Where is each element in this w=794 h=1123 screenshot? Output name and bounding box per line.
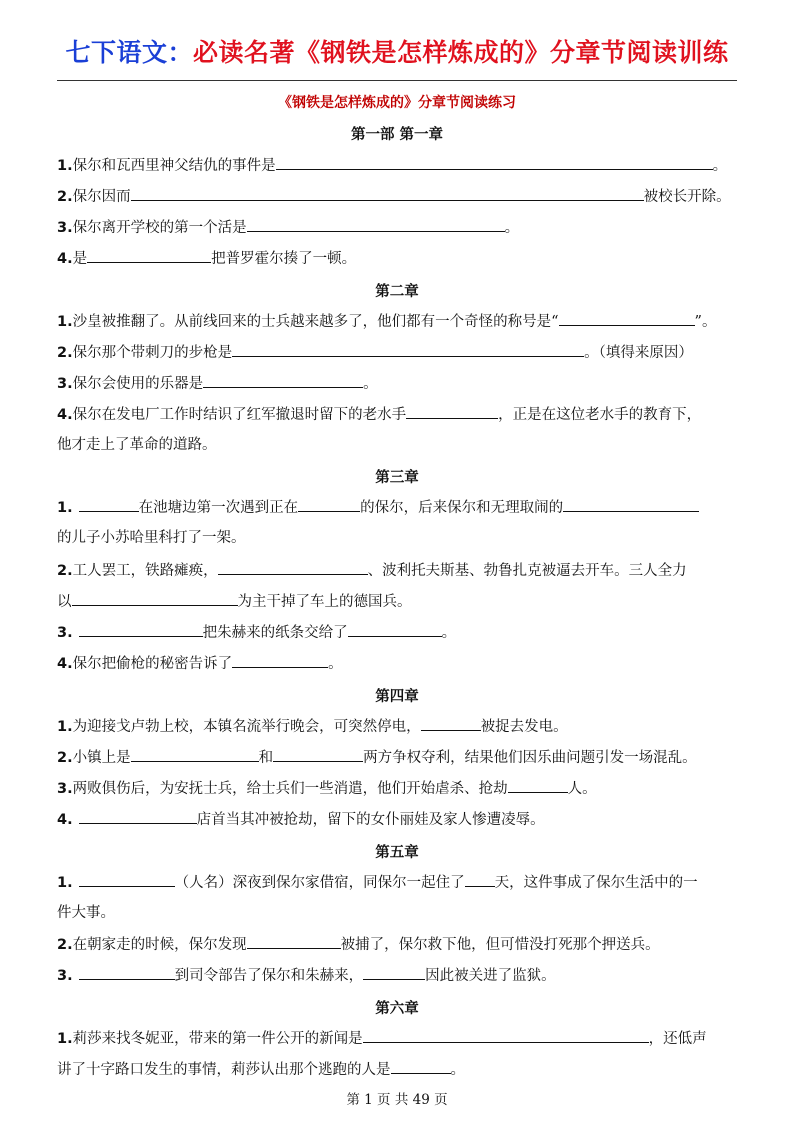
question-c5q1-continued: 件大事。: [57, 905, 115, 921]
answer-blank[interactable]: [232, 342, 584, 357]
question-c6q1-continued: [57, 1059, 747, 1080]
section-heading-ch4: 第四章: [375, 688, 419, 705]
answer-blank[interactable]: [421, 716, 481, 731]
question-text: 。: [450, 1062, 465, 1078]
answer-blank[interactable]: [348, 622, 442, 637]
question-c1q2: [57, 186, 747, 207]
answer-blank[interactable]: [363, 965, 425, 980]
question-c1q4: [57, 248, 747, 269]
answer-blank[interactable]: [391, 1059, 451, 1074]
answer-blank[interactable]: [79, 965, 175, 980]
question-c5q3: [57, 965, 747, 986]
question-number: 4.: [57, 407, 73, 423]
question-c2q4-continued: 他才走上了革命的道路。: [57, 437, 217, 453]
question-number: 2.: [57, 937, 73, 953]
answer-blank[interactable]: [79, 872, 175, 887]
question-c3q1-continued: 的儿子小苏哈里科打了一架。: [57, 530, 246, 546]
answer-blank[interactable]: [465, 872, 495, 887]
question-text: 。: [441, 625, 457, 641]
question-text: 到司令部告了保尔和朱赫来，: [174, 968, 364, 984]
question-c1q3: [57, 217, 747, 238]
question-text: 小镇上是: [72, 750, 131, 766]
question-number: 1.: [57, 719, 73, 735]
question-text: （人名）深夜到保尔家借宿，同保尔一起住了: [174, 875, 465, 891]
question-text: 莉莎来找冬妮亚，带来的第一件公开的新闻是: [72, 1031, 363, 1047]
question-text: 是: [72, 251, 88, 267]
question-number: 2.: [57, 563, 73, 579]
question-text: 两败俱伤后，为安抚士兵，给士兵们一些消遣，他们开始虐杀、抢劫: [72, 781, 508, 797]
answer-blank[interactable]: [247, 934, 341, 949]
question-text: 被捉去发电。: [480, 719, 568, 735]
answer-blank[interactable]: [131, 186, 644, 201]
question-text: 。: [504, 220, 520, 236]
question-number: 1.: [57, 500, 73, 516]
question-c6q1: [57, 1028, 747, 1049]
title-divider: [57, 80, 737, 81]
question-text: ，还低声: [648, 1031, 707, 1047]
answer-blank[interactable]: [559, 311, 695, 326]
question-text: 因此被关进了监狱。: [425, 968, 556, 984]
question-text: 、波利托夫斯基、勃鲁扎克被逼去开车。三人全力: [367, 563, 687, 579]
question-c2q3: [57, 373, 747, 394]
section-heading-ch1: 第一部 第一章: [350, 126, 444, 143]
question-c2q4: [57, 404, 747, 425]
answer-blank[interactable]: [79, 497, 139, 512]
question-c4q4: [57, 809, 747, 830]
title-main: 必读名著《钢铁是怎样炼成的》分章节阅读训练: [193, 38, 729, 67]
question-text: 工人罢工，铁路瘫痪，: [72, 563, 218, 579]
question-text: 为主干掉了车上的德国兵。: [237, 594, 412, 610]
question-number: 2.: [57, 189, 73, 205]
question-text: 保尔把偷枪的秘密告诉了: [72, 656, 233, 672]
question-text: 天，这件事成了保尔生活中的一: [494, 875, 698, 891]
section-heading-ch2: 第二章: [375, 283, 419, 300]
question-text: 为迎接戈卢勃上校，本镇名流举行晚会，可突然停电，: [72, 719, 421, 735]
question-text: ”。: [694, 314, 717, 330]
answer-blank[interactable]: [218, 560, 368, 575]
question-text: 保尔因而: [72, 189, 131, 205]
question-text: 两方争权夺利，结果他们因乐曲问题引发一场混乱。: [363, 750, 697, 766]
question-text: 被捕了，保尔救下他，但可惜没打死那个押送兵。: [340, 937, 660, 953]
answer-blank[interactable]: [79, 809, 197, 824]
question-text: 人。: [567, 781, 597, 797]
question-number: 1.: [57, 875, 73, 891]
question-text: 讲了十字路口发生的事情，莉莎认出那个逃跑的人是: [57, 1062, 391, 1078]
answer-blank[interactable]: [276, 155, 713, 170]
answer-blank[interactable]: [298, 497, 360, 512]
question-c3q3: [57, 622, 747, 643]
title-prefix: 七下语文：: [65, 38, 193, 67]
question-c3q2-continued: [57, 591, 747, 612]
question-text: 。: [712, 158, 728, 174]
question-text: 以: [57, 594, 72, 610]
answer-blank[interactable]: [72, 591, 238, 606]
question-number: 3.: [57, 376, 73, 392]
question-number: 3.: [57, 968, 73, 984]
question-c2q2: [57, 342, 747, 363]
question-c4q3: [57, 778, 747, 799]
question-c3q1: [57, 497, 747, 518]
question-text: 店首当其冲被抢劫，留下的女仆丽娃及家人惨遭凌辱。: [196, 812, 545, 828]
question-text: 和: [258, 750, 274, 766]
question-text: 把朱赫来的纸条交给了: [202, 625, 348, 641]
question-number: 1.: [57, 314, 73, 330]
question-number: 1.: [57, 158, 73, 174]
answer-blank[interactable]: [131, 747, 259, 762]
section-heading-ch6: 第六章: [375, 1000, 419, 1017]
question-text: 。: [363, 376, 378, 392]
question-c3q4: [57, 653, 747, 674]
question-text: 保尔那个带刺刀的步枪是: [72, 345, 233, 361]
question-number: 3.: [57, 625, 73, 641]
answer-blank[interactable]: [508, 778, 568, 793]
question-number: 1.: [57, 1031, 73, 1047]
question-text: 。（填得来原因）: [584, 345, 693, 361]
question-text: 把普罗霍尔揍了一顿。: [211, 251, 357, 267]
question-text: 保尔离开学校的第一个活是: [72, 220, 247, 236]
section-heading-ch5: 第五章: [375, 844, 419, 861]
question-c5q1: [57, 872, 747, 893]
question-c5q2: [57, 934, 747, 955]
answer-blank[interactable]: [363, 1028, 649, 1043]
answer-blank[interactable]: [406, 404, 498, 419]
answer-blank[interactable]: [87, 248, 211, 263]
section-heading-ch3: 第三章: [375, 469, 419, 486]
subtitle: 《钢铁是怎样炼成的》分章节阅读练习: [278, 95, 516, 111]
question-c1q1: [57, 155, 747, 176]
answer-blank[interactable]: [247, 217, 505, 232]
question-c3q2: [57, 560, 747, 581]
page-footer: 第 1 页 共 49 页: [346, 1092, 448, 1108]
question-text: 。: [328, 656, 343, 672]
question-number: 2.: [57, 750, 73, 766]
question-number: 4.: [57, 656, 73, 672]
question-number: 2.: [57, 345, 73, 361]
question-number: 4.: [57, 812, 73, 828]
answer-blank[interactable]: [563, 497, 699, 512]
question-text: 沙皇被推翻了。从前线回来的士兵越来越多了，他们都有一个奇怪的称号是“: [72, 314, 559, 330]
question-text: 的保尔，后来保尔和无理取闹的: [360, 500, 564, 516]
question-text: ，正是在这位老水手的教育下，: [498, 407, 702, 423]
question-number: 3.: [57, 220, 73, 236]
question-c2q1: [57, 311, 747, 332]
question-c4q2: [57, 747, 747, 768]
question-text: 在朝家走的时候，保尔发现: [72, 937, 247, 953]
question-text: 被校长开除。: [643, 189, 731, 205]
question-text: 保尔会使用的乐器是: [72, 376, 204, 392]
answer-blank[interactable]: [79, 622, 203, 637]
question-c4q1: [57, 716, 747, 737]
answer-blank[interactable]: [232, 653, 328, 668]
question-text: 保尔和瓦西里神父结仇的事件是: [72, 158, 276, 174]
document-title: [0, 33, 794, 69]
question-number: 3.: [57, 781, 73, 797]
answer-blank[interactable]: [273, 747, 363, 762]
question-text: 保尔在发电厂工作时结识了红军撤退时留下的老水手: [72, 407, 407, 423]
answer-blank[interactable]: [203, 373, 363, 388]
question-number: 4.: [57, 251, 73, 267]
question-text: 在池塘边第一次遇到正在: [138, 500, 299, 516]
